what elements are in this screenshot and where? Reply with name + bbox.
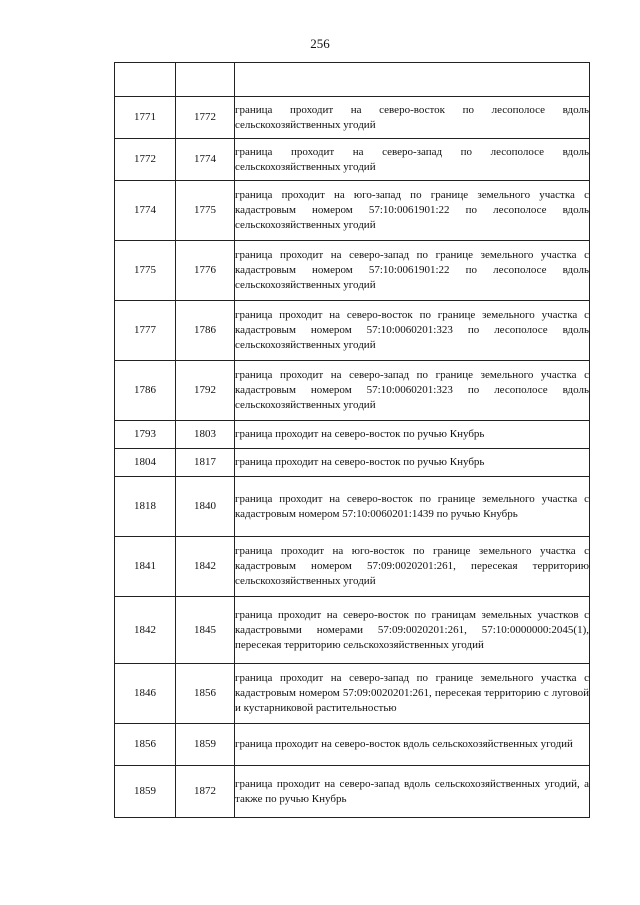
table-row bbox=[115, 449, 590, 477]
cell-from: 1777 bbox=[115, 301, 176, 361]
boundary-table bbox=[114, 62, 590, 818]
table-row bbox=[115, 766, 590, 818]
cell-from: 1772 bbox=[115, 139, 176, 181]
cell-to: 1840 bbox=[176, 477, 235, 537]
table-body bbox=[115, 63, 590, 818]
table-row bbox=[115, 241, 590, 301]
cell-to: 1772 bbox=[176, 97, 235, 139]
cell-description: граница проходит на северо-запад по границе земельного участка с кадастровым номером 57:10:0060201:323 по лесополосе вдоль сельскохозяйственных угодий bbox=[235, 361, 590, 421]
cell-to: 1792 bbox=[176, 361, 235, 421]
cell-to: 1803 bbox=[176, 421, 235, 449]
cell-from: 1775 bbox=[115, 241, 176, 301]
cell-from: 1846 bbox=[115, 664, 176, 724]
table-row bbox=[115, 724, 590, 766]
table-row bbox=[115, 361, 590, 421]
cell-to: 1817 bbox=[176, 449, 235, 477]
table-header-row bbox=[115, 63, 590, 97]
header-cell-to bbox=[176, 63, 235, 97]
cell-from: 1841 bbox=[115, 537, 176, 597]
cell-description: граница проходит на северо-восток по границе земельного участка с кадастровым номером 57:10:0060201:323 по лесополосе вдоль сельскохозяйственных угодий bbox=[235, 301, 590, 361]
table-row bbox=[115, 537, 590, 597]
table-row bbox=[115, 301, 590, 361]
page-number: 256 bbox=[310, 36, 330, 51]
table-row bbox=[115, 181, 590, 241]
cell-to: 1872 bbox=[176, 766, 235, 818]
cell-to: 1776 bbox=[176, 241, 235, 301]
cell-to: 1856 bbox=[176, 664, 235, 724]
table-row bbox=[115, 97, 590, 139]
table-row bbox=[115, 421, 590, 449]
cell-from: 1804 bbox=[115, 449, 176, 477]
cell-from: 1793 bbox=[115, 421, 176, 449]
cell-description: граница проходит на северо-восток вдоль сельскохозяйственных угодий bbox=[235, 724, 590, 766]
cell-description: граница проходит на северо-запад вдоль сельскохозяйственных угодий, а также по ручью Кнубрь bbox=[235, 766, 590, 818]
cell-description: граница проходит на северо-восток по ручью Кнубрь bbox=[235, 449, 590, 477]
cell-from: 1786 bbox=[115, 361, 176, 421]
cell-from: 1859 bbox=[115, 766, 176, 818]
cell-description: граница проходит на северо-восток по ручью Кнубрь bbox=[235, 421, 590, 449]
cell-description: граница проходит на северо-восток по границам земельных участков с кадастровыми номерами 57:09:0020201:261, 57:10:0000000:2045(1), пересекая территорию сельскохозяйственных угодий bbox=[235, 597, 590, 664]
cell-from: 1771 bbox=[115, 97, 176, 139]
table-row bbox=[115, 139, 590, 181]
cell-to: 1842 bbox=[176, 537, 235, 597]
cell-description: граница проходит на юго-восток по границе земельного участка с кадастровым номером 57:09:0020201:261, пересекая территорию сельскохозяйственных угодий bbox=[235, 537, 590, 597]
table-row bbox=[115, 597, 590, 664]
cell-to: 1845 bbox=[176, 597, 235, 664]
cell-to: 1775 bbox=[176, 181, 235, 241]
table-row bbox=[115, 477, 590, 537]
header-cell-description bbox=[235, 63, 590, 97]
cell-to: 1774 bbox=[176, 139, 235, 181]
cell-from: 1856 bbox=[115, 724, 176, 766]
cell-from: 1842 bbox=[115, 597, 176, 664]
cell-description: граница проходит на северо-запад по границе земельного участка с кадастровым номером 57:10:0061901:22 по лесополосе вдоль сельскохозяйственных угодий bbox=[235, 241, 590, 301]
cell-description: граница проходит на северо-запад по лесополосе вдоль сельскохозяйственных угодий bbox=[235, 139, 590, 181]
cell-from: 1818 bbox=[115, 477, 176, 537]
cell-from: 1774 bbox=[115, 181, 176, 241]
cell-description: граница проходит на северо-запад по границе земельного участка с кадастровым номером 57:09:0020201:261, пересекая территорию с луговой и кустарниковой растительностью bbox=[235, 664, 590, 724]
cell-to: 1786 bbox=[176, 301, 235, 361]
cell-description: граница проходит на северо-восток по границе земельного участка с кадастровым номером 57:10:0060201:1439 по ручью Кнубрь bbox=[235, 477, 590, 537]
cell-to: 1859 bbox=[176, 724, 235, 766]
cell-description: граница проходит на юго-запад по границе земельного участка с кадастровым номером 57:10:0061901:22 по лесополосе вдоль сельскохозяйственных угодий bbox=[235, 181, 590, 241]
header-cell-from bbox=[115, 63, 176, 97]
cell-description: граница проходит на северо-восток по лесополосе вдоль сельскохозяйственных угодий bbox=[235, 97, 590, 139]
table-row bbox=[115, 664, 590, 724]
